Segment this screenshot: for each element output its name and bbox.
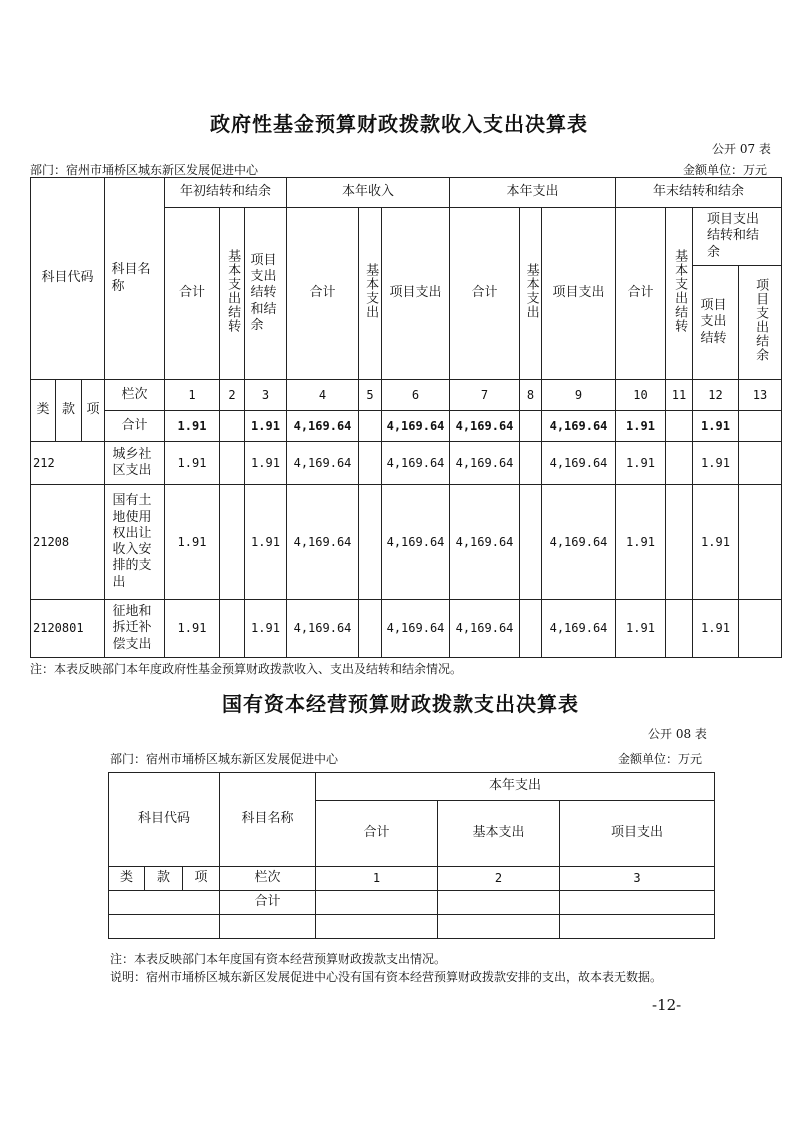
cell: 1.91 [693,411,739,442]
h-kuan: 款 [145,867,183,891]
cell [520,600,542,658]
table1-dept: 部门：宿州市埇桥区城东新区发展促进中心 [30,163,259,177]
cell [438,891,560,915]
cell: 1.91 [616,411,666,442]
cell: 1.91 [165,485,220,600]
cell [739,485,782,600]
cell [520,411,542,442]
total-row [109,891,715,915]
table-row [109,915,715,939]
cell: 4,169.64 [542,485,616,600]
cell: 4,169.64 [450,442,520,485]
cell: 1.91 [165,442,220,485]
h-proj-surplus: 项目支出结余 [739,266,782,380]
table2-title: 国有资本经营预算财政拨款支出决算表 [222,692,579,716]
cell [359,411,382,442]
cell: 1.91 [616,485,666,600]
group-expense: 本年支出 [450,178,616,208]
h-basic-expense: 基本支出 [520,208,542,380]
cell: 1.91 [245,485,287,600]
h-basic: 基本支出 [438,801,560,867]
cell [316,915,438,939]
cell [220,442,245,485]
row-name: 城乡社区支出 [105,442,165,485]
table-row [31,600,782,658]
h-lanci: 栏次 [220,867,316,891]
cell: 4,169.64 [450,411,520,442]
cell [220,600,245,658]
col-no: 1 [165,380,220,411]
table1-form-no: 公开 07 表 [712,142,771,156]
cell: 4,169.64 [382,442,450,485]
col-name-header: 科目名称 [220,773,316,867]
government-fund-table [30,177,782,658]
cell [666,411,693,442]
cell: 4,169.64 [382,411,450,442]
cell [560,915,715,939]
table1-note: 注：本表反映部门本年度政府性基金预算财政拨款收入、支出及结转和结余情况。 [30,662,463,676]
cell [220,485,245,600]
col-name-header: 科目名称 [105,178,165,380]
cell: 4,169.64 [382,600,450,658]
col-no: 3 [560,867,715,891]
cell [220,411,245,442]
group-income: 本年收入 [287,178,450,208]
h-project: 项目支出 [560,801,715,867]
col-no: 13 [739,380,782,411]
cell: 1.91 [616,600,666,658]
h-proj-carry-end: 项目支出结转和结余 [693,208,782,266]
cell: 4,169.64 [450,485,520,600]
cell [666,442,693,485]
table1-title: 政府性基金预算财政拨款收入支出决算表 [210,112,588,136]
cell [359,442,382,485]
h-total-4: 合计 [616,208,666,380]
cell [560,891,715,915]
col-no: 8 [520,380,542,411]
empty-code [109,891,220,915]
col-code-header: 科目代码 [109,773,220,867]
cell [739,442,782,485]
cell: 1.91 [245,442,287,485]
cell [739,600,782,658]
cell [739,411,782,442]
col-no: 10 [616,380,666,411]
h-lei: 类 [31,380,56,442]
table2-form-no: 公开 08 表 [648,727,707,741]
total-label: 合计 [220,891,316,915]
table-row [31,485,782,600]
cell: 1.91 [693,485,739,600]
h-basic-income: 基本支出 [359,208,382,380]
row-name: 国有土地使用权出让收入安排的支出 [105,485,165,600]
cell: 4,169.64 [542,442,616,485]
cell: 1.91 [693,442,739,485]
table2-note: 注：本表反映部门本年度国有资本经营预算财政拨款支出情况。 [110,952,447,966]
cell: 4,169.64 [287,442,359,485]
h-total-2: 合计 [287,208,359,380]
table2-unit: 金额单位：万元 [618,752,703,766]
h-basic-carry-end: 基本支出结转 [666,208,693,380]
group-expense: 本年支出 [316,773,715,801]
cell: 1.91 [245,411,287,442]
col-code-header: 科目代码 [31,178,105,380]
empty-code [109,915,220,939]
h-kuan: 款 [56,380,82,442]
h-xiang: 项 [183,867,220,891]
group-end-balance: 年末结转和结余 [616,178,782,208]
row-code: 212 [31,442,105,485]
cell [359,485,382,600]
cell: 4,169.64 [450,600,520,658]
row-code: 2120801 [31,600,105,658]
cell [520,442,542,485]
h-proj-expense: 项目支出 [542,208,616,380]
state-capital-table [108,772,715,939]
col-no: 7 [450,380,520,411]
total-row [31,411,782,442]
cell: 4,169.64 [542,600,616,658]
total-label: 合计 [105,411,165,442]
cell: 1.91 [245,600,287,658]
table1-unit: 金额单位：万元 [683,163,768,177]
row-name: 征地和拆迁补偿支出 [105,600,165,658]
col-no: 11 [666,380,693,411]
cell: 4,169.64 [542,411,616,442]
group-begin-balance: 年初结转和结余 [165,178,287,208]
col-no: 2 [220,380,245,411]
cell: 4,169.64 [287,411,359,442]
cell [666,485,693,600]
col-no: 2 [438,867,560,891]
cell [438,915,560,939]
cell: 1.91 [616,442,666,485]
cell: 1.91 [165,600,220,658]
h-total: 合计 [316,801,438,867]
col-no: 9 [542,380,616,411]
h-lanci: 栏次 [105,380,165,411]
table-row [31,442,782,485]
page-number: -12- [652,996,682,1014]
cell [666,600,693,658]
h-proj-income: 项目支出 [382,208,450,380]
cell [316,891,438,915]
col-no: 5 [359,380,382,411]
cell: 4,169.64 [287,485,359,600]
col-no: 4 [287,380,359,411]
table2-explain: 说明：宿州市埇桥区城东新区发展促进中心没有国有资本经营预算财政拨款安排的支出，故本表无数据。 [110,970,663,984]
table2-dept: 部门：宿州市埇桥区城东新区发展促进中心 [110,752,339,766]
col-no: 3 [245,380,287,411]
cell: 4,169.64 [382,485,450,600]
h-proj-carry: 项目支出结转和结余 [245,208,287,380]
h-basic-carry: 基本支出结转 [220,208,245,380]
h-proj-carry2: 项目支出结转 [693,266,739,380]
h-lei: 类 [109,867,145,891]
cell: 1.91 [165,411,220,442]
cell: 4,169.64 [287,600,359,658]
cell [520,485,542,600]
col-no: 1 [316,867,438,891]
h-xiang: 项 [82,380,105,442]
h-total-3: 合计 [450,208,520,380]
col-no: 6 [382,380,450,411]
col-no: 12 [693,380,739,411]
cell [359,600,382,658]
h-total-1: 合计 [165,208,220,380]
row-code: 21208 [31,485,105,600]
cell [220,915,316,939]
cell: 1.91 [693,600,739,658]
